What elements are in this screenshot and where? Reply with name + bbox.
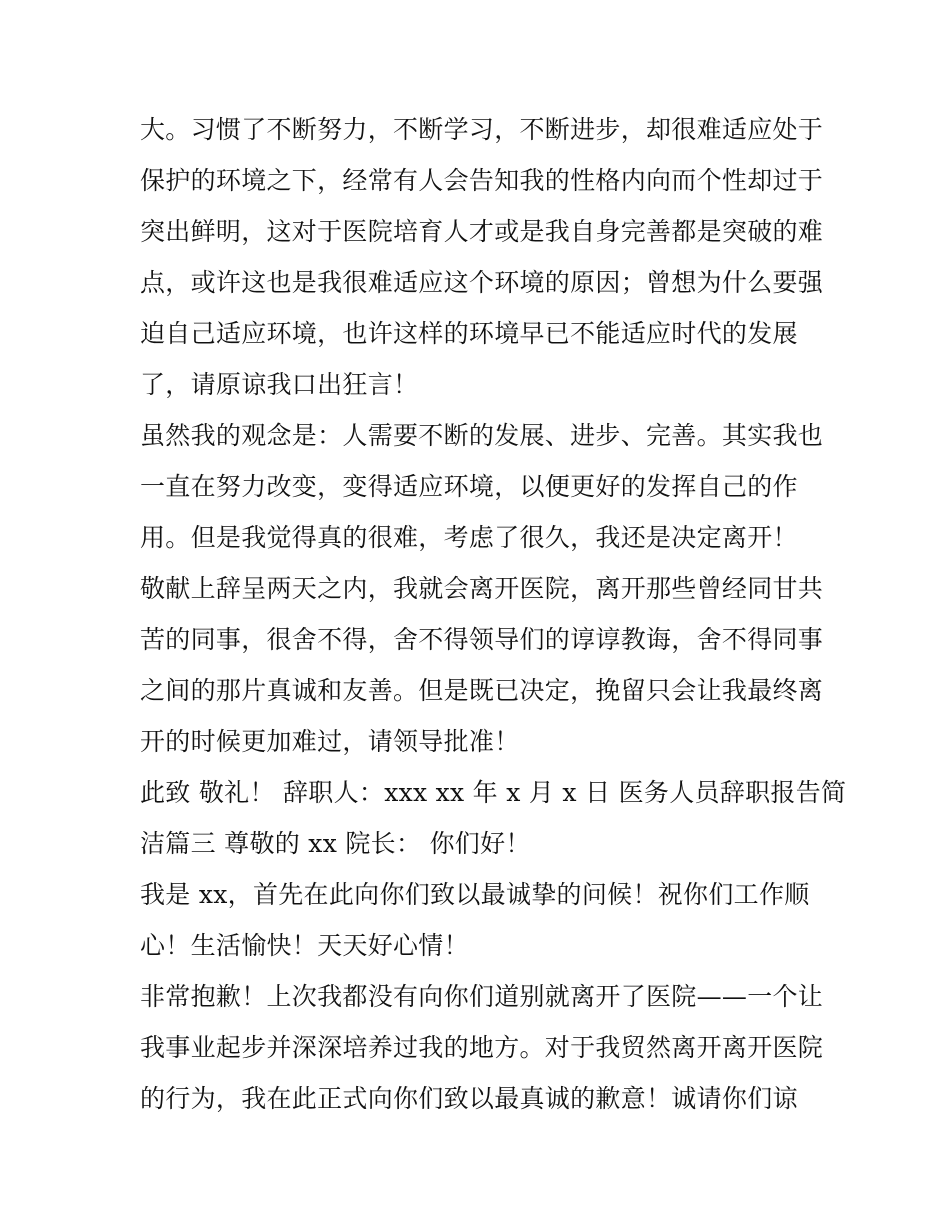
- text-line: 敬献上辞呈两天之内，我就会离开医院，离开那些曾经同甘共: [140, 574, 824, 603]
- text-line: 洁篇三 尊敬的 xx 院长： 你们好！: [140, 829, 531, 858]
- text-line: 突出鲜明，这对于医院培育人才或是我自身完善都是突破的难: [140, 217, 824, 246]
- text-line: 大。习惯了不断努力，不断学习，不断进步，却很难适应处于: [140, 115, 824, 144]
- text-line: 的行为，我在此正式向你们致以最真诚的歉意！诚请你们谅: [140, 1084, 798, 1113]
- text-line: 保护的环境之下，经常有人会告知我的性格内向而个性却过于: [140, 166, 824, 195]
- text-line: 迫自己适应环境，也许这样的环境早已不能适应时代的发展: [140, 319, 798, 348]
- text-line: 一直在努力改变，变得适应环境，以便更好的发挥自己的作: [140, 472, 798, 501]
- text-line: 非常抱歉！上次我都没有向你们道别就离开了医院——一个让: [140, 982, 824, 1011]
- text-line: 苦的同事，很舍不得，舍不得领导们的谆谆教诲，舍不得同事: [140, 625, 824, 654]
- text-line: 了，请原谅我口出狂言！: [140, 370, 419, 399]
- document-body: [140, 104, 847, 1124]
- text-line: 我是 xx，首先在此向你们致以最诚挚的问候！祝你们工作顺: [140, 880, 810, 909]
- text-line: 之间的那片真诚和友善。但是既已决定，挽留只会让我最终离: [140, 676, 824, 705]
- text-line: 我事业起步并深深培养过我的地方。对于我贸然离开离开医院: [140, 1033, 824, 1062]
- text-line: 此致 敬礼！ 辞职人：xxx xx 年 x 月 x 日 医务人员辞职报告简: [140, 778, 847, 807]
- text-line: 虽然我的观念是：人需要不断的发展、进步、完善。其实我也: [140, 421, 824, 450]
- text-line: 用。但是我觉得真的很难，考虑了很久，我还是决定离开！: [140, 523, 798, 552]
- text-line: 开的时候更加难过，请领导批准！: [140, 727, 520, 756]
- text-line: 心！生活愉快！天天好心情！: [140, 931, 469, 960]
- text-line: 点，或许这也是我很难适应这个环境的原因；曾想为什么要强: [140, 268, 824, 297]
